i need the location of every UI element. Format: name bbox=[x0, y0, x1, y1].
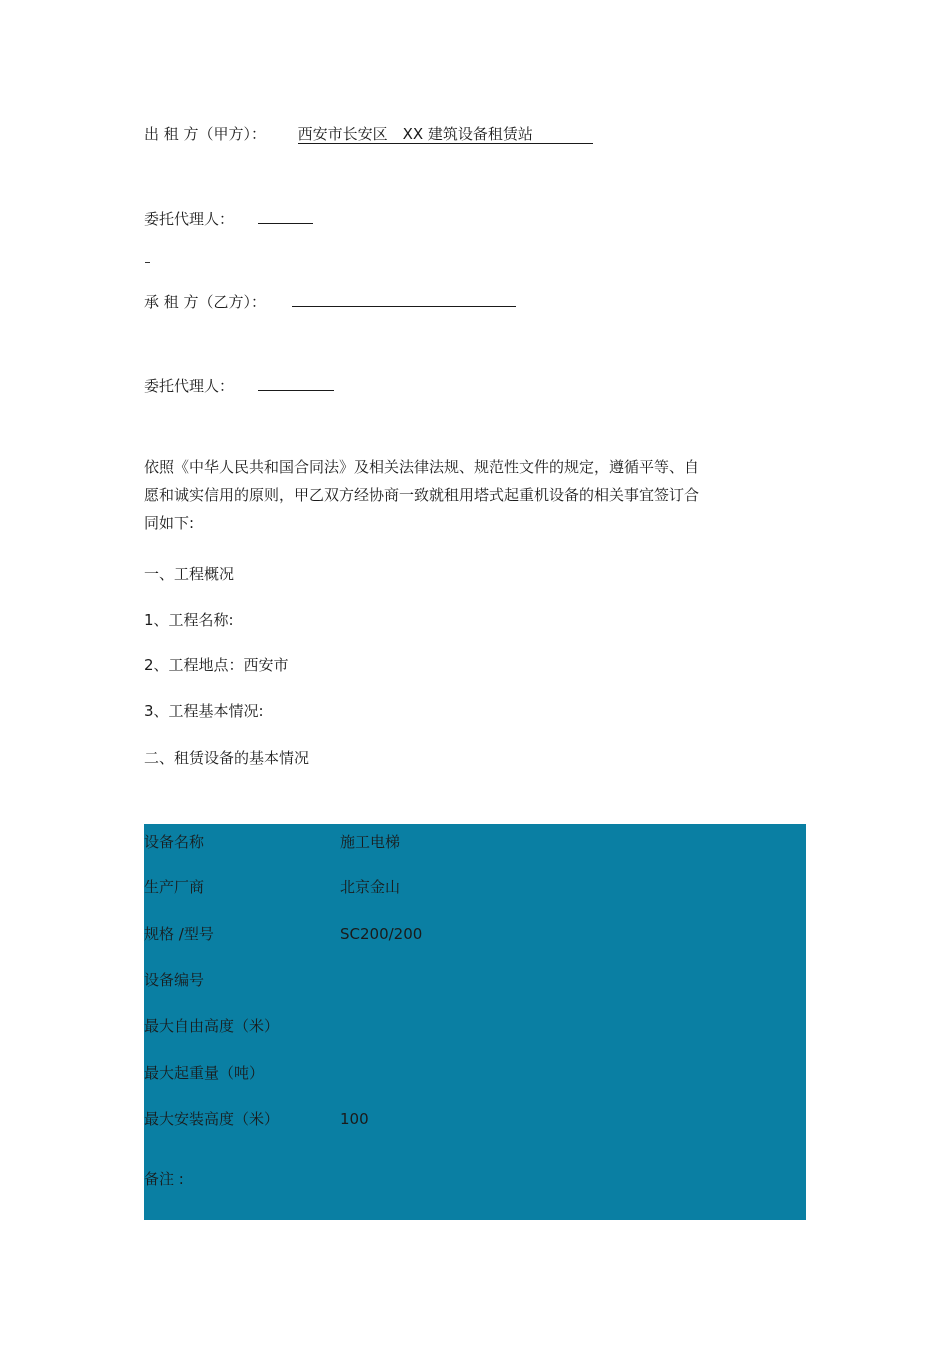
lessee-agent-line bbox=[144, 374, 334, 396]
lessor-agent-blank bbox=[258, 207, 313, 224]
lessee-agent-blank bbox=[258, 374, 334, 391]
section2-heading: 二、租赁设备的基本情况 bbox=[144, 749, 310, 767]
equipment-row bbox=[144, 1107, 806, 1131]
equipment-label: 最大起重量（吨） bbox=[144, 1064, 265, 1082]
intro-line-2: 愿和诚实信用的原则，甲乙双方经协商一致就租用塔式起重机设备的相关事宜签订合 bbox=[144, 486, 700, 504]
equipment-label: 设备编号 bbox=[144, 971, 205, 989]
equipment-value: SC200/200 bbox=[340, 925, 423, 943]
equipment-row bbox=[144, 922, 806, 946]
equipment-row bbox=[144, 830, 806, 854]
separator-dash bbox=[145, 262, 150, 263]
intro-paragraph bbox=[144, 453, 744, 537]
intro-line-1: 依照《中华人民共和国合同法》及相关法律法规、规范性文件的规定，遵循平等、自 bbox=[144, 458, 700, 476]
equipment-label: 规格 /型号 bbox=[144, 925, 214, 943]
lessee-line bbox=[144, 290, 516, 312]
equipment-value: 100 bbox=[340, 1110, 369, 1128]
equipment-label: 生产厂商 bbox=[144, 878, 205, 896]
lessor-agent-label: 委托代理人： bbox=[144, 210, 235, 228]
equipment-label: 最大安装高度（米） bbox=[144, 1110, 280, 1128]
lessee-agent-label: 委托代理人： bbox=[144, 377, 235, 395]
equipment-label: 设备名称 bbox=[144, 833, 205, 851]
equipment-table bbox=[144, 824, 806, 1220]
intro-line-3: 同如下: bbox=[144, 514, 195, 532]
section1-item-2: 2、工程地点：西安市 bbox=[144, 656, 289, 674]
equipment-value: 北京金山 bbox=[340, 878, 401, 896]
lessor-line bbox=[144, 124, 593, 144]
equipment-row bbox=[144, 968, 806, 992]
equipment-row bbox=[144, 1061, 806, 1085]
lessor-label: 出 租 方（甲方）： bbox=[144, 125, 267, 143]
equipment-label: 备注 : bbox=[144, 1170, 184, 1188]
equipment-label: 最大自由高度（米） bbox=[144, 1017, 280, 1035]
section1-heading: 一、工程概况 bbox=[144, 565, 235, 583]
equipment-row bbox=[144, 875, 806, 899]
lessor-value: 西安市长安区 XX 建筑设备租赁站 bbox=[298, 125, 593, 144]
section1-item-1: 1、工程名称: bbox=[144, 611, 234, 629]
lessee-label: 承 租 方（乙方）： bbox=[144, 293, 267, 311]
equipment-row bbox=[144, 1014, 806, 1038]
lessor-agent-line bbox=[144, 207, 313, 229]
equipment-value: 施工电梯 bbox=[340, 833, 401, 851]
section1-item-3: 3、工程基本情况: bbox=[144, 702, 264, 720]
equipment-row bbox=[144, 1167, 806, 1191]
lessee-blank bbox=[292, 290, 516, 307]
